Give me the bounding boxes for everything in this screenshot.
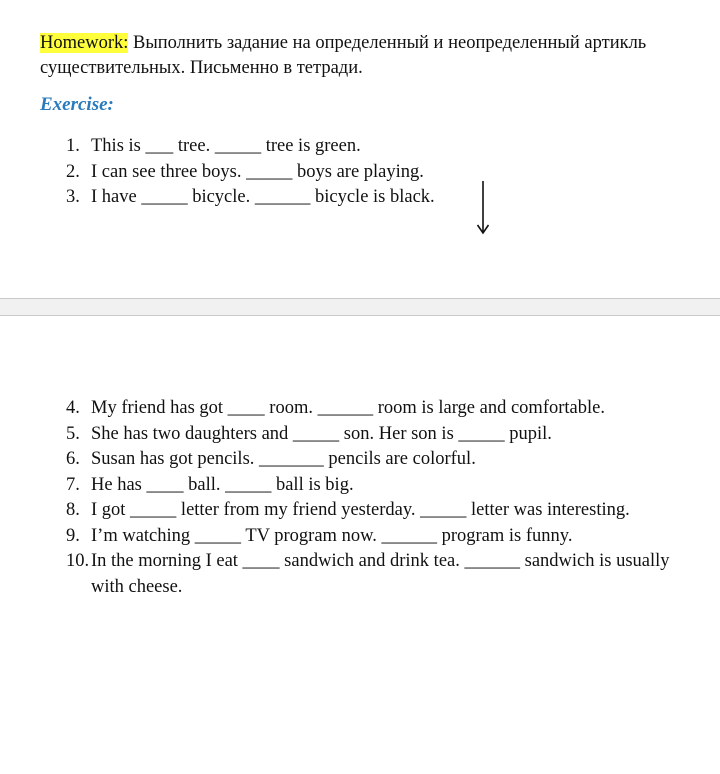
exercise-item xyxy=(0,447,671,473)
exercise-list-part1 xyxy=(0,134,671,211)
exercise-number: 6. xyxy=(66,449,80,469)
exercise-sentence: I got _____ letter from my friend yesterday. _____ letter was interesting. xyxy=(91,500,630,520)
homework-label: Homework: xyxy=(40,33,129,53)
exercise-list-part2 xyxy=(0,396,671,600)
exercise-number: 7. xyxy=(66,474,80,495)
exercise-number: 1. xyxy=(66,136,80,156)
exercise-number: 8. xyxy=(66,500,80,520)
exercise-item xyxy=(0,422,671,448)
exercise-sentence: My friend has got ____ room. ______ room is large and comfortable. xyxy=(91,398,605,418)
exercise-sentence: I have _____ bicycle. ______ bicycle is black. xyxy=(91,187,435,207)
exercise-item xyxy=(0,524,671,550)
exercise-item xyxy=(0,498,671,524)
exercise-sentence: I can see three boys. _____ boys are playing. xyxy=(91,161,424,182)
exercise-title: Exercise: xyxy=(40,94,114,115)
exercise-item xyxy=(0,185,671,211)
homework-instruction xyxy=(40,31,705,81)
exercise-item xyxy=(0,160,671,186)
exercise-item xyxy=(0,473,671,499)
exercise-item xyxy=(0,549,671,600)
exercise-sentence: In the morning I eat ____ sandwich and drink tea. ______ sandwich is usually with cheese. xyxy=(91,551,670,597)
exercise-sentence: Susan has got pencils. _______ pencils are colorful. xyxy=(91,449,476,469)
exercise-sentence: This is ___ tree. _____ tree is green. xyxy=(91,136,361,156)
exercise-sentence: I’m watching _____ TV program now. ______ program is funny. xyxy=(91,525,573,546)
page-separator xyxy=(0,298,720,316)
exercise-sentence: He has ____ ball. _____ ball is big. xyxy=(91,474,354,495)
exercise-number: 10. xyxy=(66,551,90,571)
exercise-number: 9. xyxy=(66,525,80,546)
exercise-number: 2. xyxy=(66,161,80,182)
homework-text: Выполнить задание на определенный и неопределенный артикль существительных. Письменно в тетради. xyxy=(40,33,647,78)
exercise-number: 3. xyxy=(66,187,80,207)
exercise-number: 5. xyxy=(66,423,80,444)
exercise-item xyxy=(0,134,671,160)
exercise-number: 4. xyxy=(66,398,80,418)
exercise-item xyxy=(0,396,671,422)
exercise-sentence: She has two daughters and _____ son. Her son is _____ pupil. xyxy=(91,423,552,444)
down-arrow-icon xyxy=(476,180,490,236)
